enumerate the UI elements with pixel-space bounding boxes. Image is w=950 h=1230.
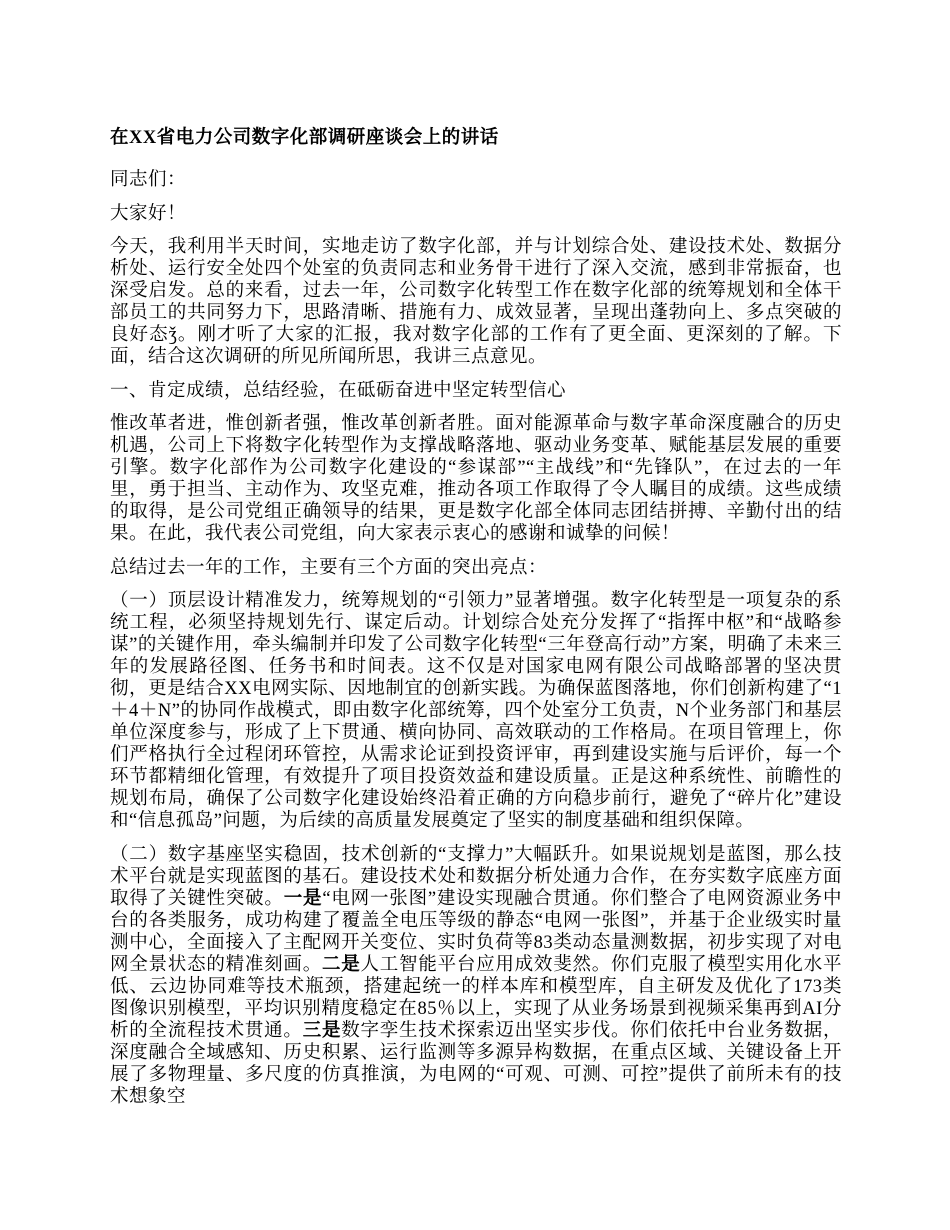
document-title: 在XX省电力公司数字化部调研座谈会上的讲话 <box>110 128 499 148</box>
salutation <box>110 169 842 191</box>
text-run: 总结过去一年的工作，主要有三个方面的突出亮点： <box>110 557 548 578</box>
document-body <box>110 169 842 1108</box>
bold-run: 二是 <box>321 954 361 975</box>
section-1-heading <box>110 380 842 402</box>
text-run: 一、肯定成绩，总结经验，在砥砺奋进中坚定转型信心 <box>110 380 567 401</box>
document-content <box>110 127 842 1119</box>
text-run: 大家好！ <box>110 203 187 224</box>
text-run: 人工智能平台应用成效斐然。你们克服了模型实用化水平低、云边协同难等技术瓶颈，搭建起统一的样本库和模型库，自主研发及优化了173类图像识别模型，平均识别精度稳定在85％以上，实现了从业务场景到视频采集再到AI分析的全流程技术贯通。 <box>110 954 842 1041</box>
greeting <box>110 203 842 225</box>
text-run: （一）顶层设计精准发力，统筹规划的“引领力”显著增强。数字化转型是一项复杂的系统工程，必须坚持规划先行、谋定后动。计划综合处充分发挥了“指挥中枢”和“战略参谋”的关键作用，牵头编制并印发了公司数字化转型“三年登高行动”方案，明确了未来三年的发展路径图、任务书和时间表。这不仅是对国家电网有限公司战略部署的坚决贯彻，更是结合XX电网实际、因地制宜的创新实践。为确保蓝图落地，你们创新构建了“1＋4＋N”的协同作战模式，即由数字化部统筹，四个处室分工负责，N个业务部门和基层单位深度参与，形成了上下贯通、横向协同、高效联动的工作格局。在项目管理上，你们严格执行全过程闭环管控，从需求论证到投资评审，再到建设实施与后评价，每一个环节都精细化管理，有效提升了项目投资效益和建设质量。正是这种系统性、前瞻性的规划布局，确保了公司数字化建设始终沿着正确的方向稳步前行，避免了“碎片化”建设和“信息孤岛”问题，为后续的高质量发展奠定了坚实的制度基础和组织保障。 <box>110 591 842 831</box>
text-run: 今天，我利用半天时间，实地走访了数字化部，并与计划综合处、建设技术处、数据分析处、运行安全处四个处室的负责同志和业务骨干进行了深入交流，感到非常振奋，也深受启发。总的来看，过去一年，公司数字化转型工作在数字化部的统筹规划和全体干部员工的共同努力下，思路清晰、措施有力、成效显著，呈现出蓬勃向上、多点突破的良好态ǯ。刚才听了大家的汇报，我对数字化部的工作有了更全面、更深刻的了解。下面，结合这次调研的所见所闻所思，我讲三点意见。 <box>110 237 842 367</box>
intro-paragraph <box>110 236 842 368</box>
bold-run: 三是 <box>302 1020 342 1041</box>
text-run: （二）数字基座坚实稳固，技术创新的“支撑力”大幅跃升。如果说规划是蓝图，那么技术平台就是实现蓝图的基石。建设技术处和数据分析处通力合作，在夯实数字底座方面取得了关键性突破。 <box>110 844 842 909</box>
section-1-paragraph <box>110 413 842 545</box>
text-run: 数字孪生技术探索迈出坚实步伐。你们依托中台业务数据，深度融合全域感知、历史积累、运行监测等多源异构数据，在重点区域、关键设备上开展了多物理量、多尺度的仿真推演，为电网的“可观、可测、可控”提供了前所未有的技术想象空 <box>110 1020 842 1107</box>
text-run: “电网一张图”建设实现融合贯通。你们整合了电网资源业务中台的各类服务，成功构建了覆盖全电压等级的静态“电网一张图”，并基于企业级实时量测中心，全面接入了主配网开关变位、实时负荷等83类动态量测数据，初步实现了对电网全景状态的精准刻画。 <box>110 888 842 975</box>
bold-run: 一是 <box>283 888 323 909</box>
highlights-lead-in <box>110 557 842 579</box>
text-run: 惟改革者进，惟创新者强，惟改革创新者胜。面对能源革命与数字革命深度融合的历史机遇，公司上下将数字化转型作为支撑战略落地、驱动业务变革、赋能基层发展的重要引擎。数字化部作为公司数字化建设的“参谋部”“主战线”和“先锋队”，在过去的一年里，勇于担当、主动作为、攻坚克难，推动各项工作取得了令人瞩目的成绩。这些成绩的取得，是公司党组正确领导的结果，更是数字化部全体同志团结拼搏、辛勤付出的结果。在此，我代表公司党组，向大家表示衷心的感谢和诚挚的问候！ <box>110 414 842 544</box>
highlight-2-paragraph <box>110 844 842 1108</box>
highlight-1-paragraph <box>110 590 842 832</box>
text-run: 同志们： <box>110 170 187 190</box>
